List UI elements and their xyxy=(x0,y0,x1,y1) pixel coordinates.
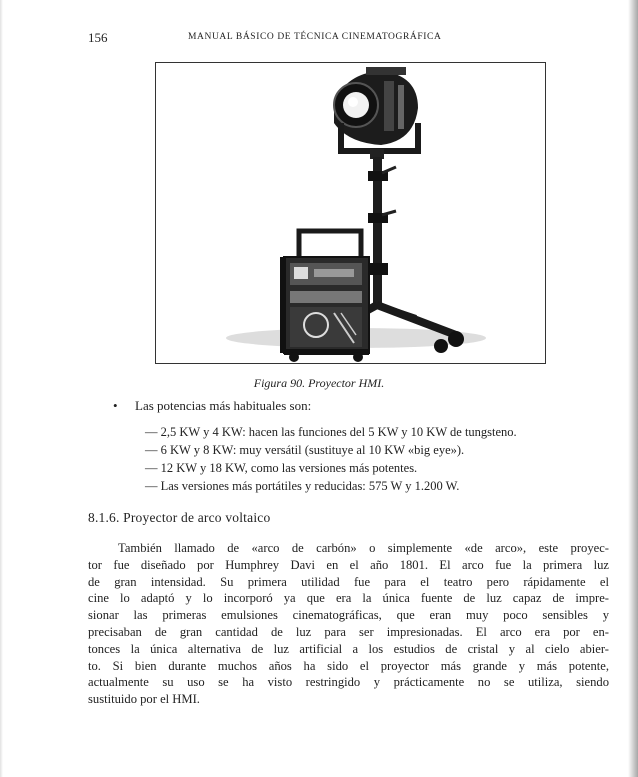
figure-caption: Figura 90. Proyector HMI. xyxy=(253,376,385,390)
stand-pole xyxy=(366,157,396,307)
section-paragraph xyxy=(88,540,609,708)
power-list-item: — 2,5 KW y 4 KW: hacen las funciones del 5 KW y 10 KW de tungsteno. xyxy=(145,425,517,439)
power-list-item: — 6 KW y 8 KW: muy versátil (sustituye al 10 KW «big eye»). xyxy=(145,443,465,457)
paragraph-line: tor fue diseñado por Humphrey Davi en el año 1801. El arco fue la primera luz xyxy=(88,557,609,572)
figure-frame xyxy=(155,62,546,364)
paragraph-line: tonces la única alternativa de luz artificial a los estudios de cristal y al cielo abier- xyxy=(88,641,609,656)
paragraph-line: to. Si bien durante muchos años ha sido el proyector más grande y más potente, xyxy=(88,658,609,673)
hmi-projector-illustration xyxy=(156,63,546,364)
power-list xyxy=(145,423,517,495)
section-title: 8.1.6. Proyector de arco voltaico xyxy=(88,510,271,525)
bullet-text: Las potencias más habituales son: xyxy=(135,398,312,413)
paragraph-line: de gran intensidad. Su primera utilidad fue para el teatro pero rápidamente el xyxy=(88,574,609,589)
lamp-head xyxy=(334,67,418,145)
page-number: 156 xyxy=(88,30,108,45)
page-header xyxy=(88,30,608,46)
bullet-marker: • xyxy=(113,398,118,413)
power-list-item: — 12 KW y 18 KW, como las versiones más potentes. xyxy=(145,461,418,475)
paragraph-line: actualmente su uso se ha visto restringido y prácticamente no se utiliza, siendo xyxy=(88,675,609,690)
paragraph-line: sustituido por el HMI. xyxy=(88,692,200,707)
power-list-item: — Las versiones más portátiles y reducidas: 575 W y 1.200 W. xyxy=(145,479,460,493)
paragraph-line: sionar las primeras emulsiones cinematográficas, que eran muy poco sensibles y xyxy=(88,608,609,623)
ballast-unit xyxy=(280,231,369,362)
paragraph-line: precisaban de gran cantidad de luz para ser impresionadas. El arco era por en- xyxy=(88,624,609,639)
running-title: MANUAL BÁSICO DE TÉCNICA CINEMATOGRÁFICA xyxy=(188,32,442,42)
paragraph-line: También llamado de «arco de carbón» o simplemente «de arco», este proyec- xyxy=(118,541,609,555)
paragraph-line: cine lo adaptó y lo incorporó ya que era la única fuente de luz capaz de impre- xyxy=(88,591,609,606)
